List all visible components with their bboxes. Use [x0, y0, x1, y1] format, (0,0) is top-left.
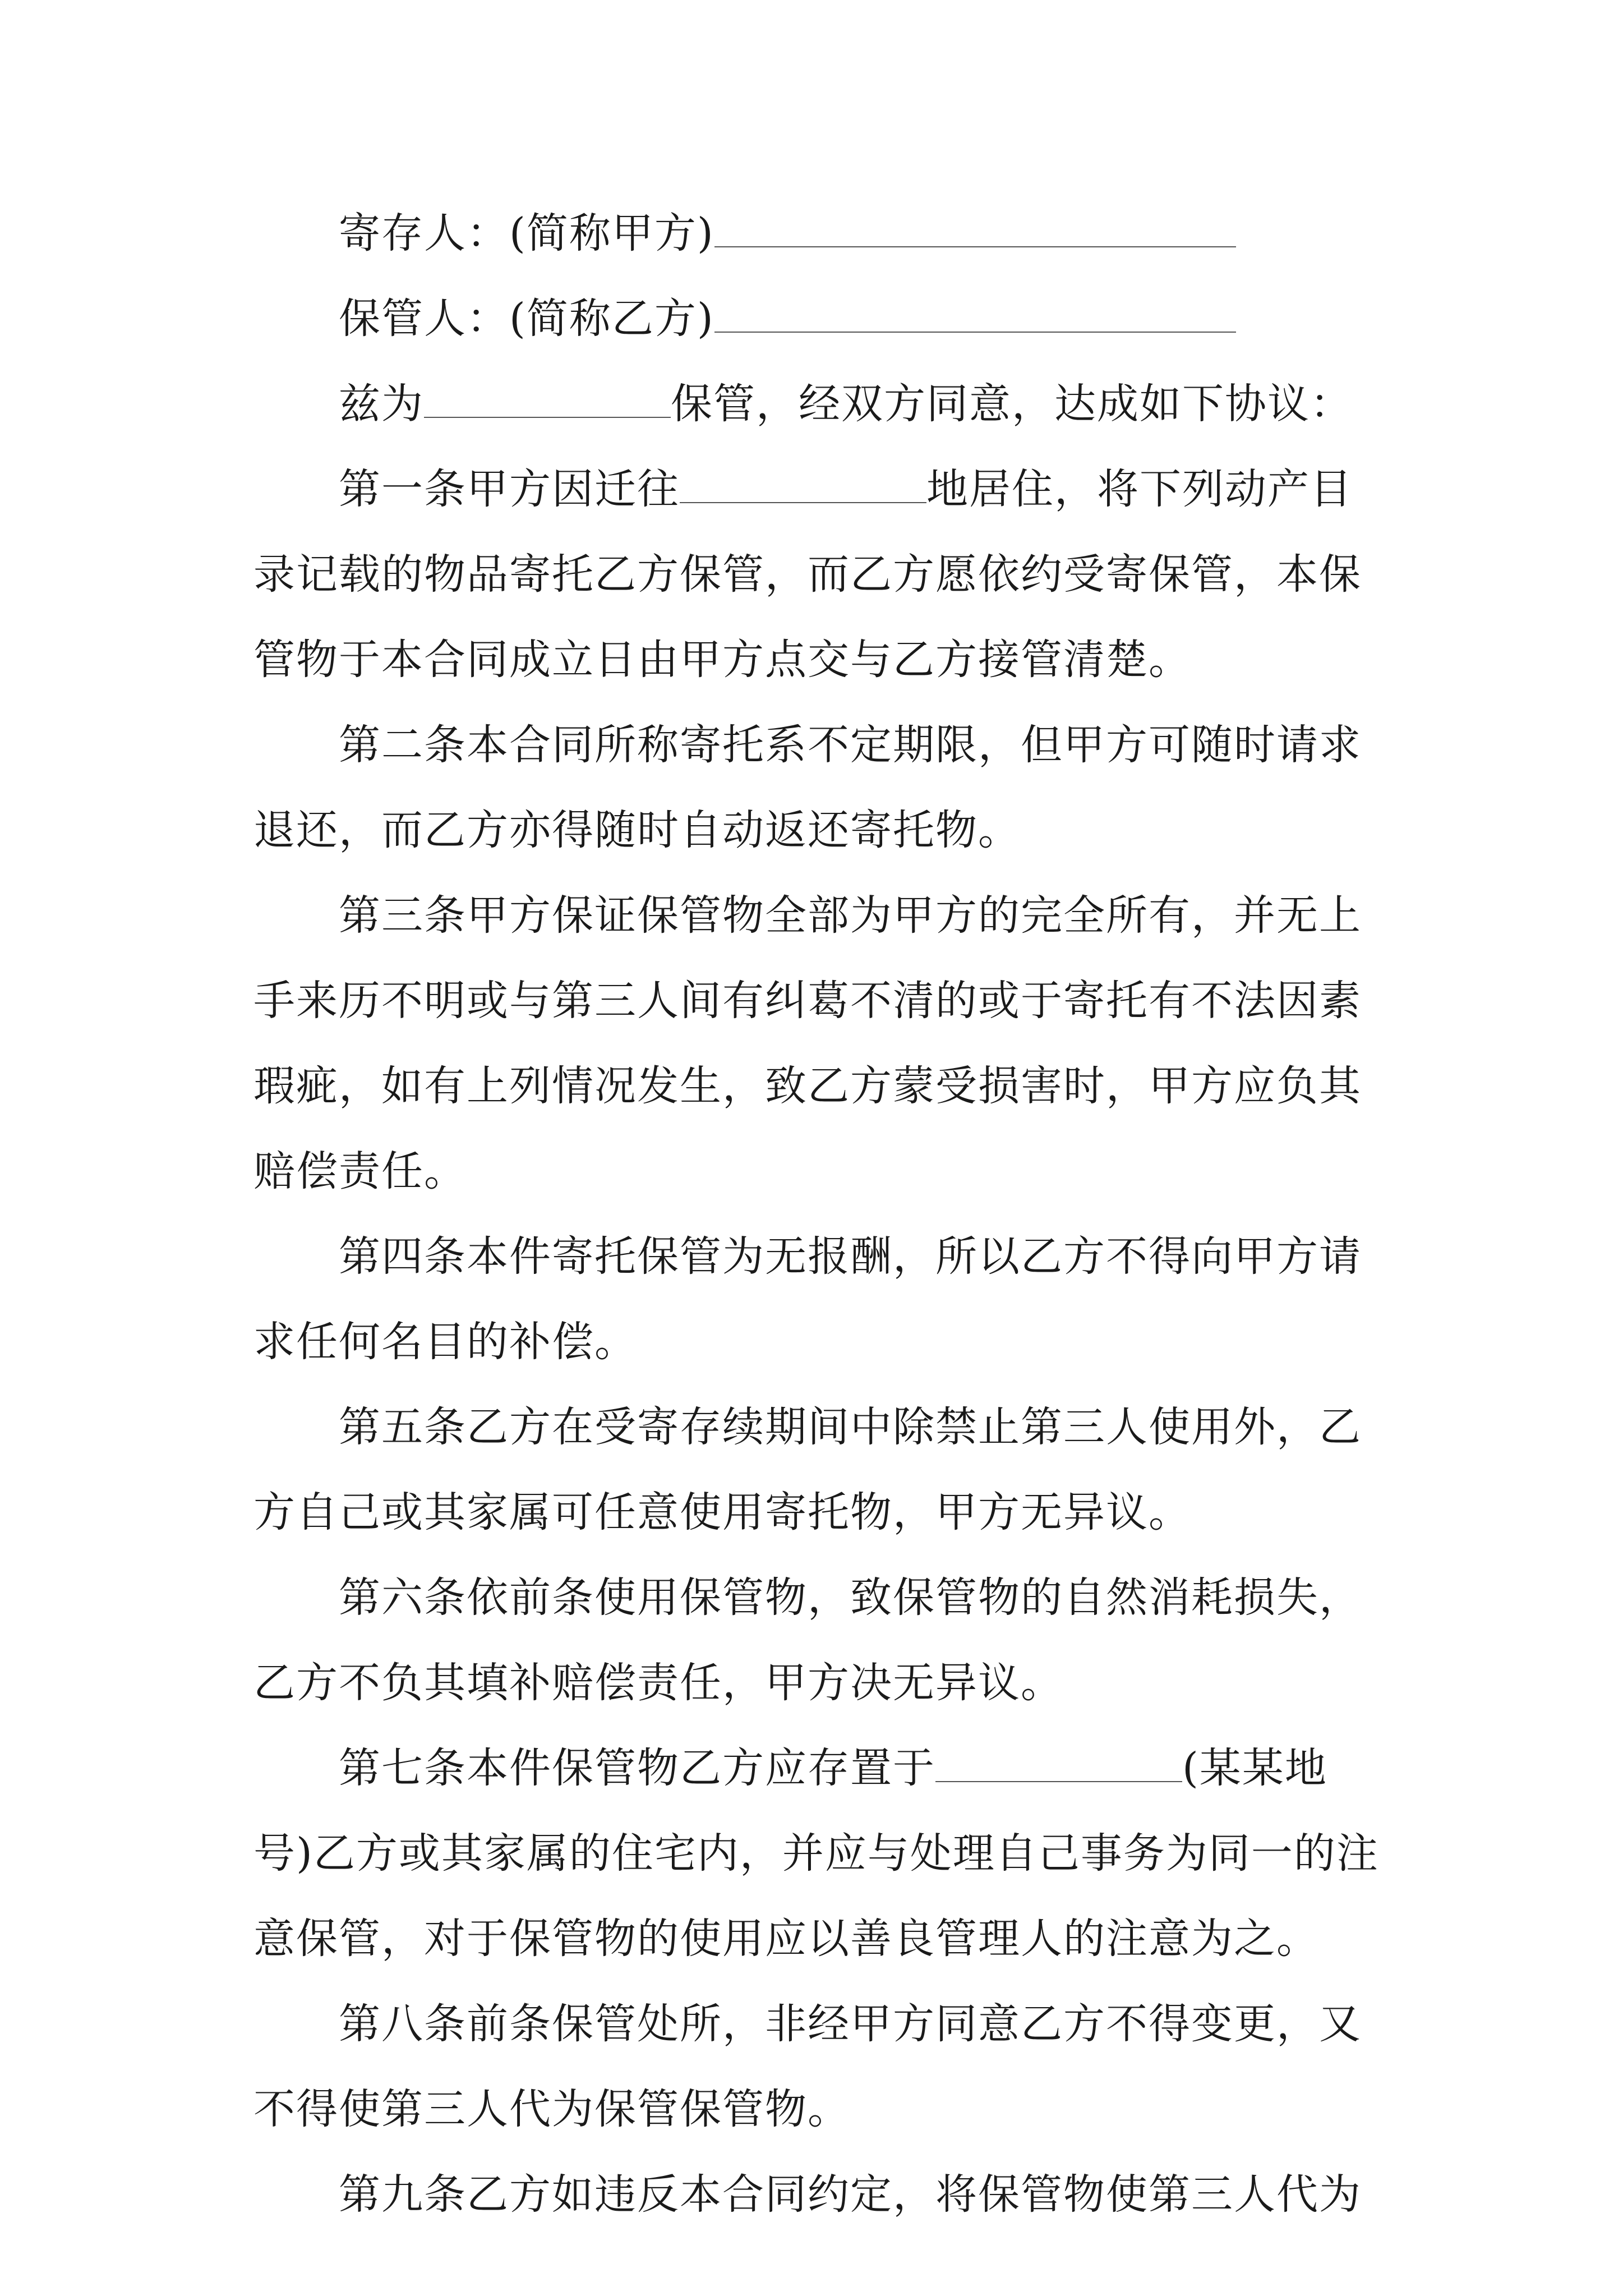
- intro-item-blank[interactable]: [424, 381, 671, 418]
- intro-paragraph: [253, 361, 1381, 447]
- custodian-name-blank[interactable]: [714, 296, 1236, 333]
- article-9: 第九条乙方如违反本合同约定，将保管物使第三人代为: [339, 2170, 1362, 2219]
- article-7-place-blank[interactable]: [935, 1745, 1182, 1782]
- article-7-prefix: 第七条本件保管物乙方应存置于: [339, 1744, 935, 1792]
- article-8: 第八条前条保管处所，非经甲方同意乙方不得变更，又不得使第三人代为保管保管物。: [253, 2000, 1362, 2133]
- article-3: 第三条甲方保证保管物全部为甲方的完全所有，并无上手来历不明或与第三人间有纠葛不清的或于寄托有不法因素瑕疵，如有上列情况发生，致乙方蒙受损害时，甲方应负其赔偿责任。: [253, 891, 1362, 1195]
- intro-suffix: 保管，经双方同意，达成如下协议：: [671, 380, 1353, 428]
- depositor-line: [253, 191, 1381, 276]
- document-body: [253, 191, 1381, 2237]
- article-1-prefix: 第一条甲方因迁往: [339, 465, 680, 513]
- article-2: 第二条本合同所称寄托系不定期限，但甲方可随时请求退还，而乙方亦得随时自动返还寄托物。: [253, 721, 1362, 854]
- depositor-name-blank[interactable]: [714, 210, 1236, 247]
- article-1: [253, 447, 1381, 702]
- intro-prefix: 兹为: [339, 380, 424, 428]
- article-5: 第五条乙方在受寄存续期间中除禁止第三人使用外，乙方自己或其家属可任意使用寄托物，甲方无异议。: [253, 1403, 1362, 1536]
- article-6: 第六条依前条使用保管物，致保管物的自然消耗损失，乙方不负其填补赔偿责任，甲方决无异议。: [253, 1573, 1362, 1707]
- article-7-suffix: (某某地号)乙方或其家属的住宅内，并应与处理自己事务为同一的注意保管，对于保管物的使用应以善良管理人的注意为之。: [253, 1744, 1379, 1963]
- article-1-location-blank[interactable]: [680, 466, 926, 503]
- article-1-suffix: 地居住，将下列动产目录记载的物品寄托乙方保管，而乙方愿依约受寄保管，本保管物于本合同成立日由甲方点交与乙方接管清楚。: [253, 465, 1362, 684]
- depositor-label: 寄存人：(简称甲方): [339, 209, 714, 257]
- article-7: [253, 1726, 1381, 1981]
- custodian-line: [253, 276, 1381, 361]
- custodian-label: 保管人：(简称乙方): [339, 295, 714, 343]
- article-4: 第四条本件寄托保管为无报酬，所以乙方不得向甲方请求任何名目的补偿。: [253, 1232, 1362, 1366]
